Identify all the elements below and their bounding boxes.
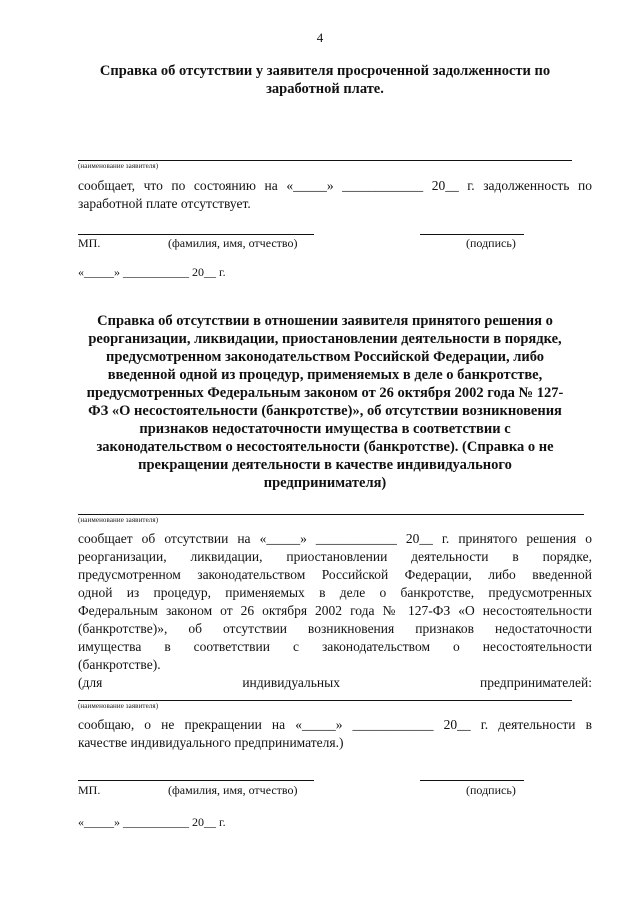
section2-title xyxy=(60,312,590,492)
ip-word: (для xyxy=(78,675,103,690)
title-line: введенной одной из процедур, применяемых в деле о банкротстве, xyxy=(107,367,543,383)
date-field: «_____» ___________ 20__ г. xyxy=(78,815,226,829)
page-number: 4 xyxy=(316,30,324,45)
title-line: реорганизации, ликвидации, приостановлении деятельности в порядке, xyxy=(88,331,562,347)
section1-title-line: заработной плате. xyxy=(266,81,384,97)
applicant-caption-2: (наименование заявителя) xyxy=(78,702,159,710)
stamp-label: МП. xyxy=(78,236,101,250)
ip-word: индивидуальных xyxy=(242,675,340,690)
text-line: заработной плате отсутствует. xyxy=(78,196,251,211)
date-field: «_____» ___________ 20__ г. xyxy=(78,265,226,279)
section1-text xyxy=(78,177,592,213)
title-line: признаков недостаточности имущества в соответствии с xyxy=(139,421,511,437)
text-line: Федеральным законом от 26 октября 2002 года № 127-ФЗ «О несостоятельности xyxy=(78,603,592,618)
title-line: предпринимателя) xyxy=(263,475,387,491)
signature-line xyxy=(420,780,524,781)
section1-title-line: Справка об отсутствии у заявителя просроченной задолженности по xyxy=(99,63,551,79)
fio-caption: (фамилия, имя, отчество) xyxy=(168,783,298,797)
ip-text xyxy=(78,716,592,752)
title-line: прекращении деятельности в качестве индивидуального xyxy=(138,457,512,473)
fio-caption: (фамилия, имя, отчество) xyxy=(168,236,298,250)
fio-line xyxy=(78,780,314,781)
applicant-name-line-2 xyxy=(78,700,572,701)
stamp-label: МП. xyxy=(78,783,101,797)
signature-line xyxy=(420,234,524,235)
title-line: законодательством о несостоятельности (банкротстве). (Справка о не xyxy=(96,439,554,455)
title-line: ФЗ «О несостоятельности (банкротстве)», об отсутствии возникновения xyxy=(88,403,562,419)
section1-title xyxy=(70,62,580,98)
signature-caption: (подпись) xyxy=(466,236,516,250)
text-line: сообщаю, о не прекращении на «_____» ____________ 20__ г. деятельности в xyxy=(78,717,592,732)
text-line: (банкротстве)», об отсутствии возникновения признаков недостаточности xyxy=(78,621,592,636)
text-line: сообщает, что по состоянию на «_____» ____________ 20__ г. задолженность по xyxy=(78,178,592,193)
applicant-name-line xyxy=(78,160,572,161)
title-line: предусмотренных Федеральным законом от 26 октября 2002 года № 127- xyxy=(86,385,564,401)
title-line: предусмотренном законодательством Российской Федерации, либо xyxy=(105,349,545,365)
text-line: (банкротстве). xyxy=(78,657,161,672)
text-line: имущества в соответствии с законодательством о несостоятельности xyxy=(78,639,592,654)
applicant-name-line xyxy=(78,514,584,515)
applicant-caption: (наименование заявителя) xyxy=(78,516,159,524)
signature-caption: (подпись) xyxy=(466,783,516,797)
title-line: Справка об отсутствии в отношении заявителя принятого решения о xyxy=(97,313,553,329)
text-line: реорганизации, ликвидации, приостановлении деятельности в порядке, xyxy=(78,549,592,564)
ip-clause-line xyxy=(78,674,592,692)
fio-line xyxy=(78,234,314,235)
ip-word: предпринимателей: xyxy=(479,675,592,690)
applicant-caption: (наименование заявителя) xyxy=(78,162,159,170)
text-line: качестве индивидуального предпринимателя.) xyxy=(78,735,344,750)
text-line: одной из процедур, применяемых в деле о банкротстве, предусмотренных xyxy=(78,585,592,600)
text-line: предусмотренном законодательством Российской Федерации, либо введенной xyxy=(78,567,592,582)
section2-text xyxy=(78,530,592,692)
text-line: сообщает об отсутствии на «_____» ____________ 20__ г. принятого решения о xyxy=(78,531,592,546)
